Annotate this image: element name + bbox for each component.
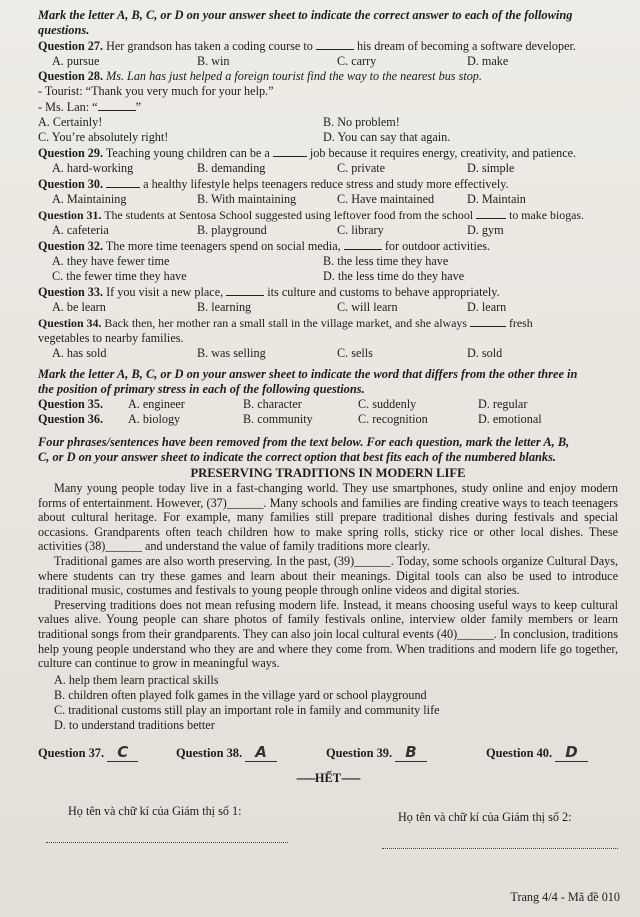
question-32: Question 32. The more time teenagers spend on social media, for outdoor activities. bbox=[38, 239, 491, 253]
options-34: A. has sold B. was selling C. sells D. sold bbox=[52, 346, 503, 360]
question-36: Question 36. A. biology B. community C. recognition D. emotional bbox=[38, 412, 542, 426]
answer-row: Question 37. C Question 38. A Question 39. B Question 40. D bbox=[38, 743, 618, 761]
instruction-reading: Four phrases/sentences have been removed from the text below. For each question, mark the letter A, B, C, or D on your answer sheet to indicate the correct option that best fits each of the numbered blanks. bbox=[38, 435, 570, 464]
instruction-stress: Mark the letter A, B, C, or D on your answer sheet to indicate the word that differs from the other three in the position of primary stress in each of the following questions. bbox=[38, 367, 578, 396]
question-27: Question 27. Her grandson has taken a coding course to his dream of becoming a software developer. bbox=[38, 39, 576, 53]
signature-row bbox=[38, 804, 618, 849]
proctor-2-label: Họ tên và chữ kí của Giám thị số 2: bbox=[398, 809, 572, 824]
options-28-ab: A. Certainly! B. No problem! bbox=[38, 115, 400, 129]
paragraph-2: Traditional games are also worth preserving. In the past, (39)______. Today, some schools organize Cultural Days, where students can try these games and learn about their meanings. Digital tools can also be used to introduce traditional music, costumes and festivals to young people through online videos and digital stories. bbox=[38, 553, 618, 598]
options-32-ab: A. they have fewer time B. the less time they have bbox=[52, 254, 449, 268]
question-29: Question 29. Teaching young children can be a job because it requires energy, creativity, and patience. bbox=[38, 146, 577, 160]
end-marker: ------HẾT------ bbox=[296, 770, 360, 785]
question-33: Question 33. If you visit a new place, its culture and customs to behave appropriately. bbox=[38, 285, 500, 299]
options-31: A. cafeteria B. playground C. library D. gym bbox=[52, 223, 504, 237]
question-35: Question 35. A. engineer B. character C. suddenly D. regular bbox=[38, 397, 528, 411]
paragraph-1: Many young people today live in a fast-changing world. They use smartphones, study online and enjoy modern forms of entertainment. However, (37)______. Many schools and families are finding creative ways to teach teenagers about cultural heritage. For example, many families still prepare traditional dishes during festivals and special occasions. Grandparents often teach children how to make spring rolls, sticky rice or other local dishes. These activities (38)______ and understand the value of family traditions more clearly. bbox=[38, 481, 618, 554]
reading-options: A. help them learn practical skills B. children often played folk games in the village yard or school playground C. traditional customs still play an important role in family and community life D. to understand traditions better bbox=[54, 672, 440, 732]
passage-title: PRESERVING TRADITIONS IN MODERN LIFE bbox=[190, 466, 466, 480]
options-29: A. hard-working B. demanding C. private D. simple bbox=[52, 161, 515, 175]
options-33: A. be learn B. learning C. will learn D. learn bbox=[52, 300, 507, 314]
dialogue-tourist: - Tourist: “Thank you very much for your help.” bbox=[38, 84, 274, 98]
instruction-mcq: Mark the letter A, B, C, or D on your answer sheet to indicate the correct answer to each of the following questions. bbox=[38, 8, 573, 37]
question-31: Question 31. The students at Sentosa School suggested using leftover food from the school to make biogas. bbox=[38, 208, 585, 222]
options-30: A. Maintaining B. With maintaining C. Have maintained D. Maintain bbox=[52, 192, 526, 206]
page-footer: Trang 4/4 - Mã đề 010 bbox=[510, 890, 620, 904]
paragraph-3: Preserving traditions does not mean refusing modern life. Instead, it means choosing useful ways to keep cultural values alive. Young people can share photos of family festivals online, interview older family members or learn traditional songs from their grandparents. They can also join local cultural events (40)______. In conclusion, traditions help young people understand who they are and where they come from. When traditions and modern life go together, culture can continue to grow in meaningful ways. bbox=[38, 597, 618, 671]
options-28-cd: C. You’re absolutely right! D. You can say that again. bbox=[38, 130, 451, 144]
question-34: Question 34. Back then, her mother ran a small stall in the village market, and she always fresh bbox=[38, 316, 533, 330]
dialogue-lan: - Ms. Lan: “ ” bbox=[38, 100, 141, 114]
options-27: A. pursue B. win C. carry D. make bbox=[52, 54, 509, 68]
question-28: Question 28. Ms. Lan has just helped a foreign tourist find the way to the nearest bus stop. bbox=[38, 69, 482, 83]
options-32-cd: C. the fewer time they have D. the less time do they have bbox=[52, 269, 465, 283]
question-30: Question 30. a healthy lifestyle helps teenagers reduce stress and study more effectively. bbox=[38, 177, 509, 191]
proctor-1-label: Họ tên và chữ kí của Giám thị số 1: bbox=[68, 803, 242, 818]
exam-page: Mark the letter A, B, C, or D on your answer sheet to indicate the correct answer to each of the following questions. Question 27. Her grandson has taken a coding course to his dream of becoming a software developer. A. pursue B. win C. carry D. make Question 28. Ms. Lan has just helped a foreign tourist find the way to the nearest bus stop. - Tourist: “Thank you very much for your help.” - Ms. Lan: “ ” A. Certainly! B. No problem! C. You’re absolutely right! D. You can say that again. Question 29. Teaching young children can be a job because it requires energy, creativity, and patience. A. hard-working B. demanding C. private D. simple Question 30. a healthy lifestyle helps teenagers reduce stress and study more effectively. A. Maintaining B. With maintaining C. Have maintained D. Maintain Question 31. The students at Sentosa School suggested using leftover food from the school to make biogas. A. cafeteria B. playground C. library D. gym Question 32. The more time teenagers spend on social media, for outdoor activities. A. they have fewer time B. the less time they have C. the fewer time they have D. the less time do they have Question 33. If you visit a new place, its culture and customs to behave appropriately. A. be learn B. learning C. will learn D. learn Question 34. Back then, her mother ran a small stall in the village market, and she always fresh vegetables to nearby families. A. has sold B. was selling C. sells D. sold Mark the letter A, B, C, or D on your answer sheet to indicate the word that differs from the other three in the position of primary stress in each of the following questions. Question 35. A. engineer B. character C. suddenly D. regular Question 36. A. biology B. community C. recognition D. emotional Four phrases/sentences have been removed from the text below. For each question, mark the letter A, B, C, or D on your answer sheet to indicate the correct option that best fits each of the numbered blanks. PRESERVING TRADITIONS IN MODERN LIFE Many young people today live in a fast-changing world. They use smartphones, study online and enjoy modern forms of entertainment. However, (37)______. Many schools and families are finding creative ways to teach teenagers about cultural heritage. For example, many families still prepare traditional dishes during festivals and special occasions. Grandparents often teach children how to make spring rolls, sticky rice or other local dishes. These activities (38)______ and understand the value of family traditions more clearly. Traditional games are also worth preserving. In the past, (39)______. Today, some schools organize Cultural Days, where students can try these games and learn about their meanings. Digital tools can also be used to introduce traditional music, costumes and festivals to young people through online videos and digital stories. Preserving traditions does not mean refusing modern life. Instead, it means choosing useful ways to keep cultural values alive. Young people can share photos of family festivals online, interview older family members or learn traditional songs from their grandparents. They can also join local cultural events (40)______. In conclusion, traditions help young people understand who they are and where they come from. When traditions and modern life go together, culture can continue to grow in meaningful ways. A. help them learn practical skills B. children often played folk games in the village yard or school playground C. traditional customs still play an important role in family and community life D. to understand traditions better Question 37. C Question 38. A Question 39. B Question 40. D ------HẾT------ Họ tên và chữ kí của Giám thị số 1: Họ tên và chữ kí của Giám thị số 2: Trang 4/4 - Mã đề 010 bbox=[0, 0, 640, 917]
